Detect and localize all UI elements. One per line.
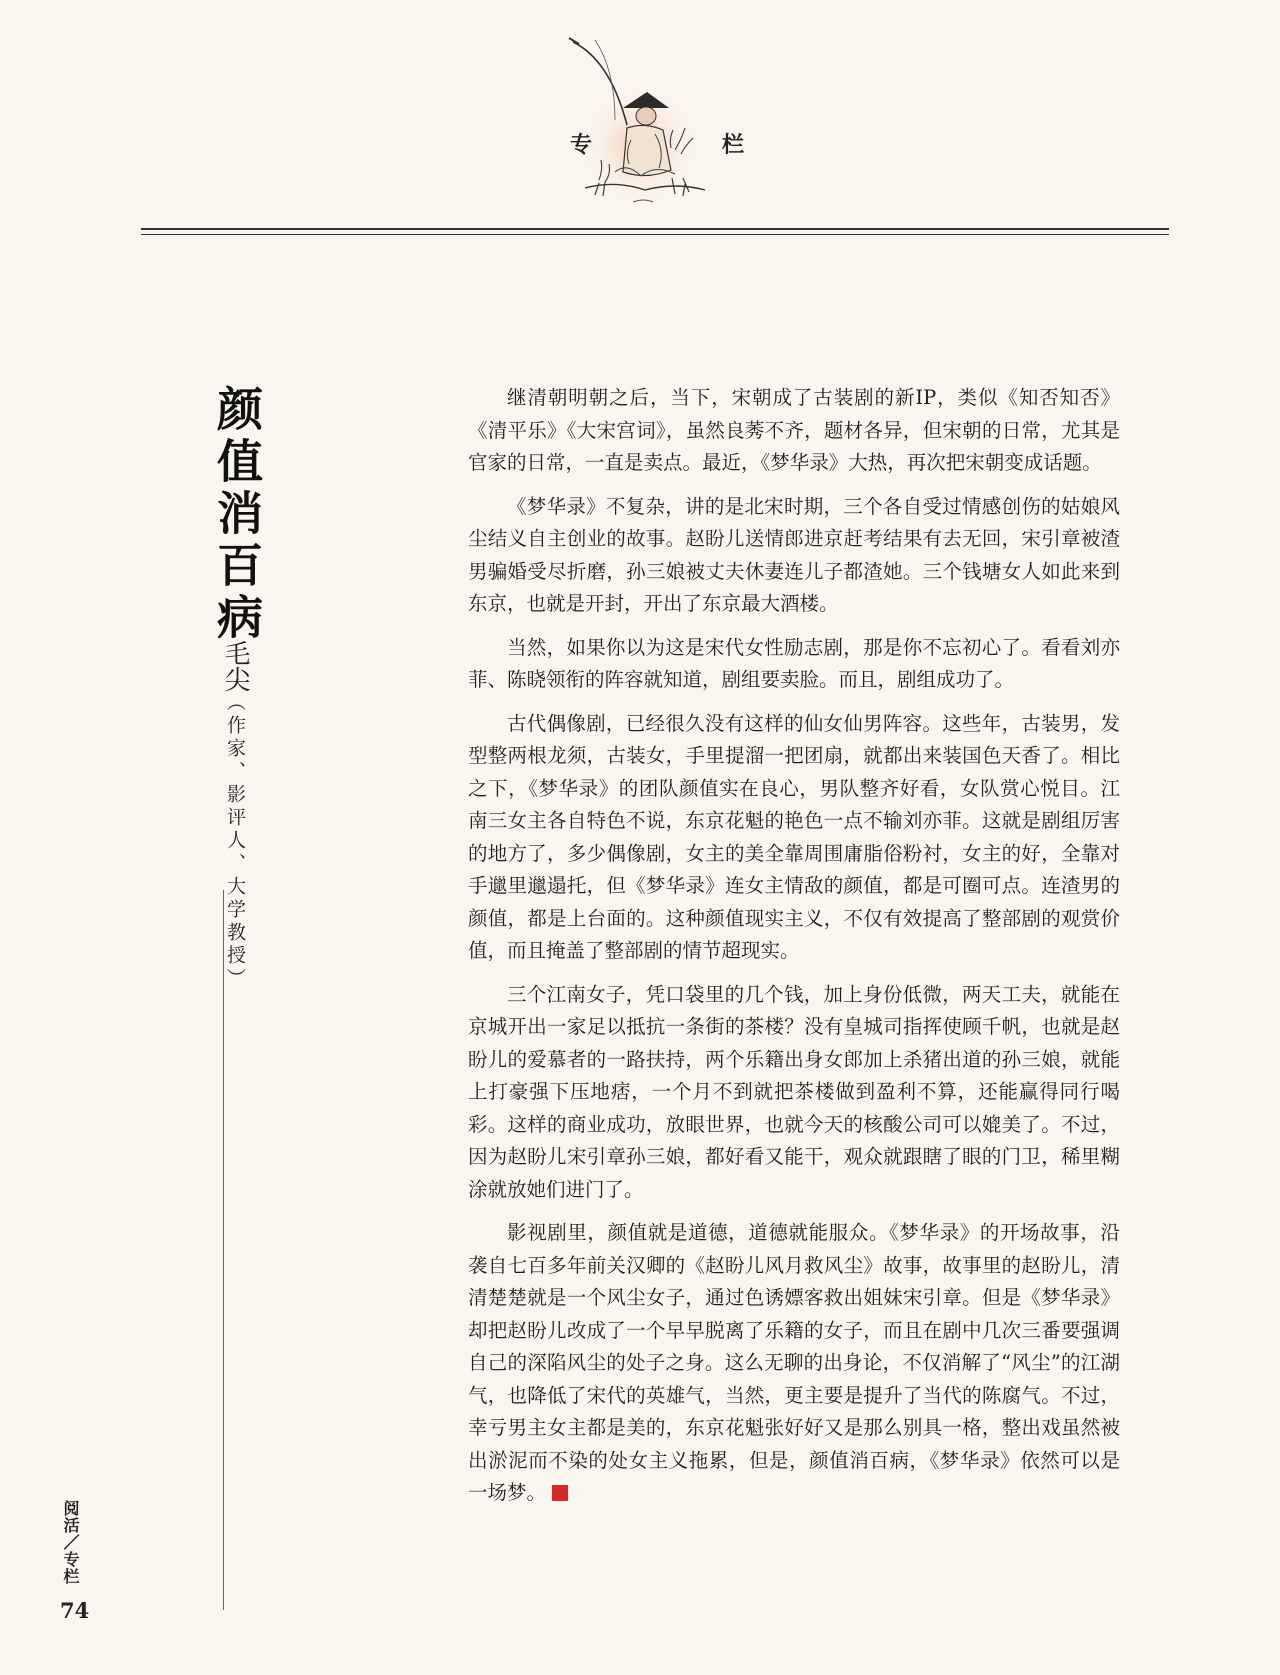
paragraph — [468, 1217, 1120, 1510]
article-title: 颜值消百病 — [210, 385, 264, 645]
paragraph: 《梦华录》不复杂，讲的是北宋时期，三个各自受过情感创伤的姑娘风尘结义自主创业的故事。赵盼儿送情郎进京赶考结果有去无回，宋引章被渣男骗婚受尽折磨，孙三娘被丈夫休妻连儿子都渣她。三个钱塘女人如此来到东京，也就是开封，开出了东京最大酒楼。 — [468, 494, 1120, 615]
folio — [62, 1500, 102, 1585]
folio-section: 阅活／专栏 — [61, 1500, 80, 1585]
end-mark-icon — [552, 1485, 568, 1501]
author-name: 毛尖 — [220, 640, 250, 692]
byline-divider — [223, 890, 224, 1610]
page-header — [0, 0, 1280, 240]
byline — [222, 640, 248, 991]
paragraph: 三个江南女子，凭口袋里的几个钱，加上身份低微，两天工夫，就能在京城开出一家足以抵抗一条街的茶楼？没有皇城司指挥使顾千帆，也就是赵盼儿的爱慕者的一路扶持，两个乐籍出身女郎加上杀猪出道的孙三娘，就能上打豪强下压地痞，一个月不到就把茶楼做到盈利不算，还能赢得同行喝彩。这样的商业成功，放眼世界，也就今天的核酸公司可以媲美了。不过，因为赵盼儿宋引章孙三娘，都好看又能干，观众就跟瞎了眼的门卫，稀里糊涂就放她们进门了。 — [468, 982, 1120, 1201]
paragraph: 当然，如果你以为这是宋代女性励志剧，那是你不忘初心了。看看刘亦菲、陈晓领衔的阵容就知道，剧组要卖脸。而且，剧组成功了。 — [468, 635, 1120, 691]
fisherman-illustration-icon — [555, 30, 725, 210]
section-label-left: 专 — [570, 132, 593, 158]
article-body — [468, 382, 1120, 1521]
paragraph-text: 影视剧里，颜值就是道德，道德就能服众。《梦华录》的开场故事，沿袭自七百多年前关汉卿的《赵盼儿风月救风尘》故事，故事里的赵盼儿，清清楚楚就是一个风尘女子，通过色诱嫖客救出姐妹宋引章。但是《梦华录》却把赵盼儿改成了一个早早脱离了乐籍的女子，而且在剧中几次三番要强调自己的深陷风尘的处子之身。这么无聊的出身论，不仅消解了“风尘”的江湖气，也降低了宋代的英雄气，当然，更主要是提升了当代的陈腐气。不过，幸亏男主女主都是美的，东京花魁张好好又是那么别具一格，整出戏虽然被出淤泥而不染的处女主义拖累，但是，颜值消百病，《梦华录》依然可以是一场梦。 — [468, 1221, 1120, 1504]
header-rule-top — [141, 228, 1169, 230]
author-bio: （作家、影评人、大学教授） — [224, 692, 246, 991]
paragraph: 继清朝明朝之后，当下，宋朝成了古装剧的新IP，类似《知否知否》《清平乐》《大宋宫词》，虽然良莠不齐，题材各异，但宋朝的日常，尤其是官家的日常，一直是卖点。最近，《梦华录》大热，再次把宋朝变成话题。 — [468, 386, 1120, 474]
header-rule-bottom — [141, 234, 1169, 235]
page-number: 74 — [60, 1598, 90, 1623]
section-label-right: 栏 — [722, 132, 745, 158]
paragraph: 古代偶像剧，已经很久没有这样的仙女仙男阵容。这些年，古装男，发型整两根龙须，古装女，手里提溜一把团扇，就都出来装国色天香了。相比之下，《梦华录》的团队颜值实在良心，男队整齐好看，女队赏心悦目。江南三女主各自特色不说，东京花魁的艳色一点不输刘亦菲。这就是剧组厉害的地方了，多少偶像剧，女主的美全靠周围庸脂俗粉衬，女主的好，全靠对手邋里邋遢托，但《梦华录》连女主情敌的颜值，都是可圈可点。连渣男的颜值，都是上台面的。这种颜值现实主义，不仅有效提高了整部剧的观赏价值，而且掩盖了整部剧的情节超现实。 — [468, 711, 1120, 962]
